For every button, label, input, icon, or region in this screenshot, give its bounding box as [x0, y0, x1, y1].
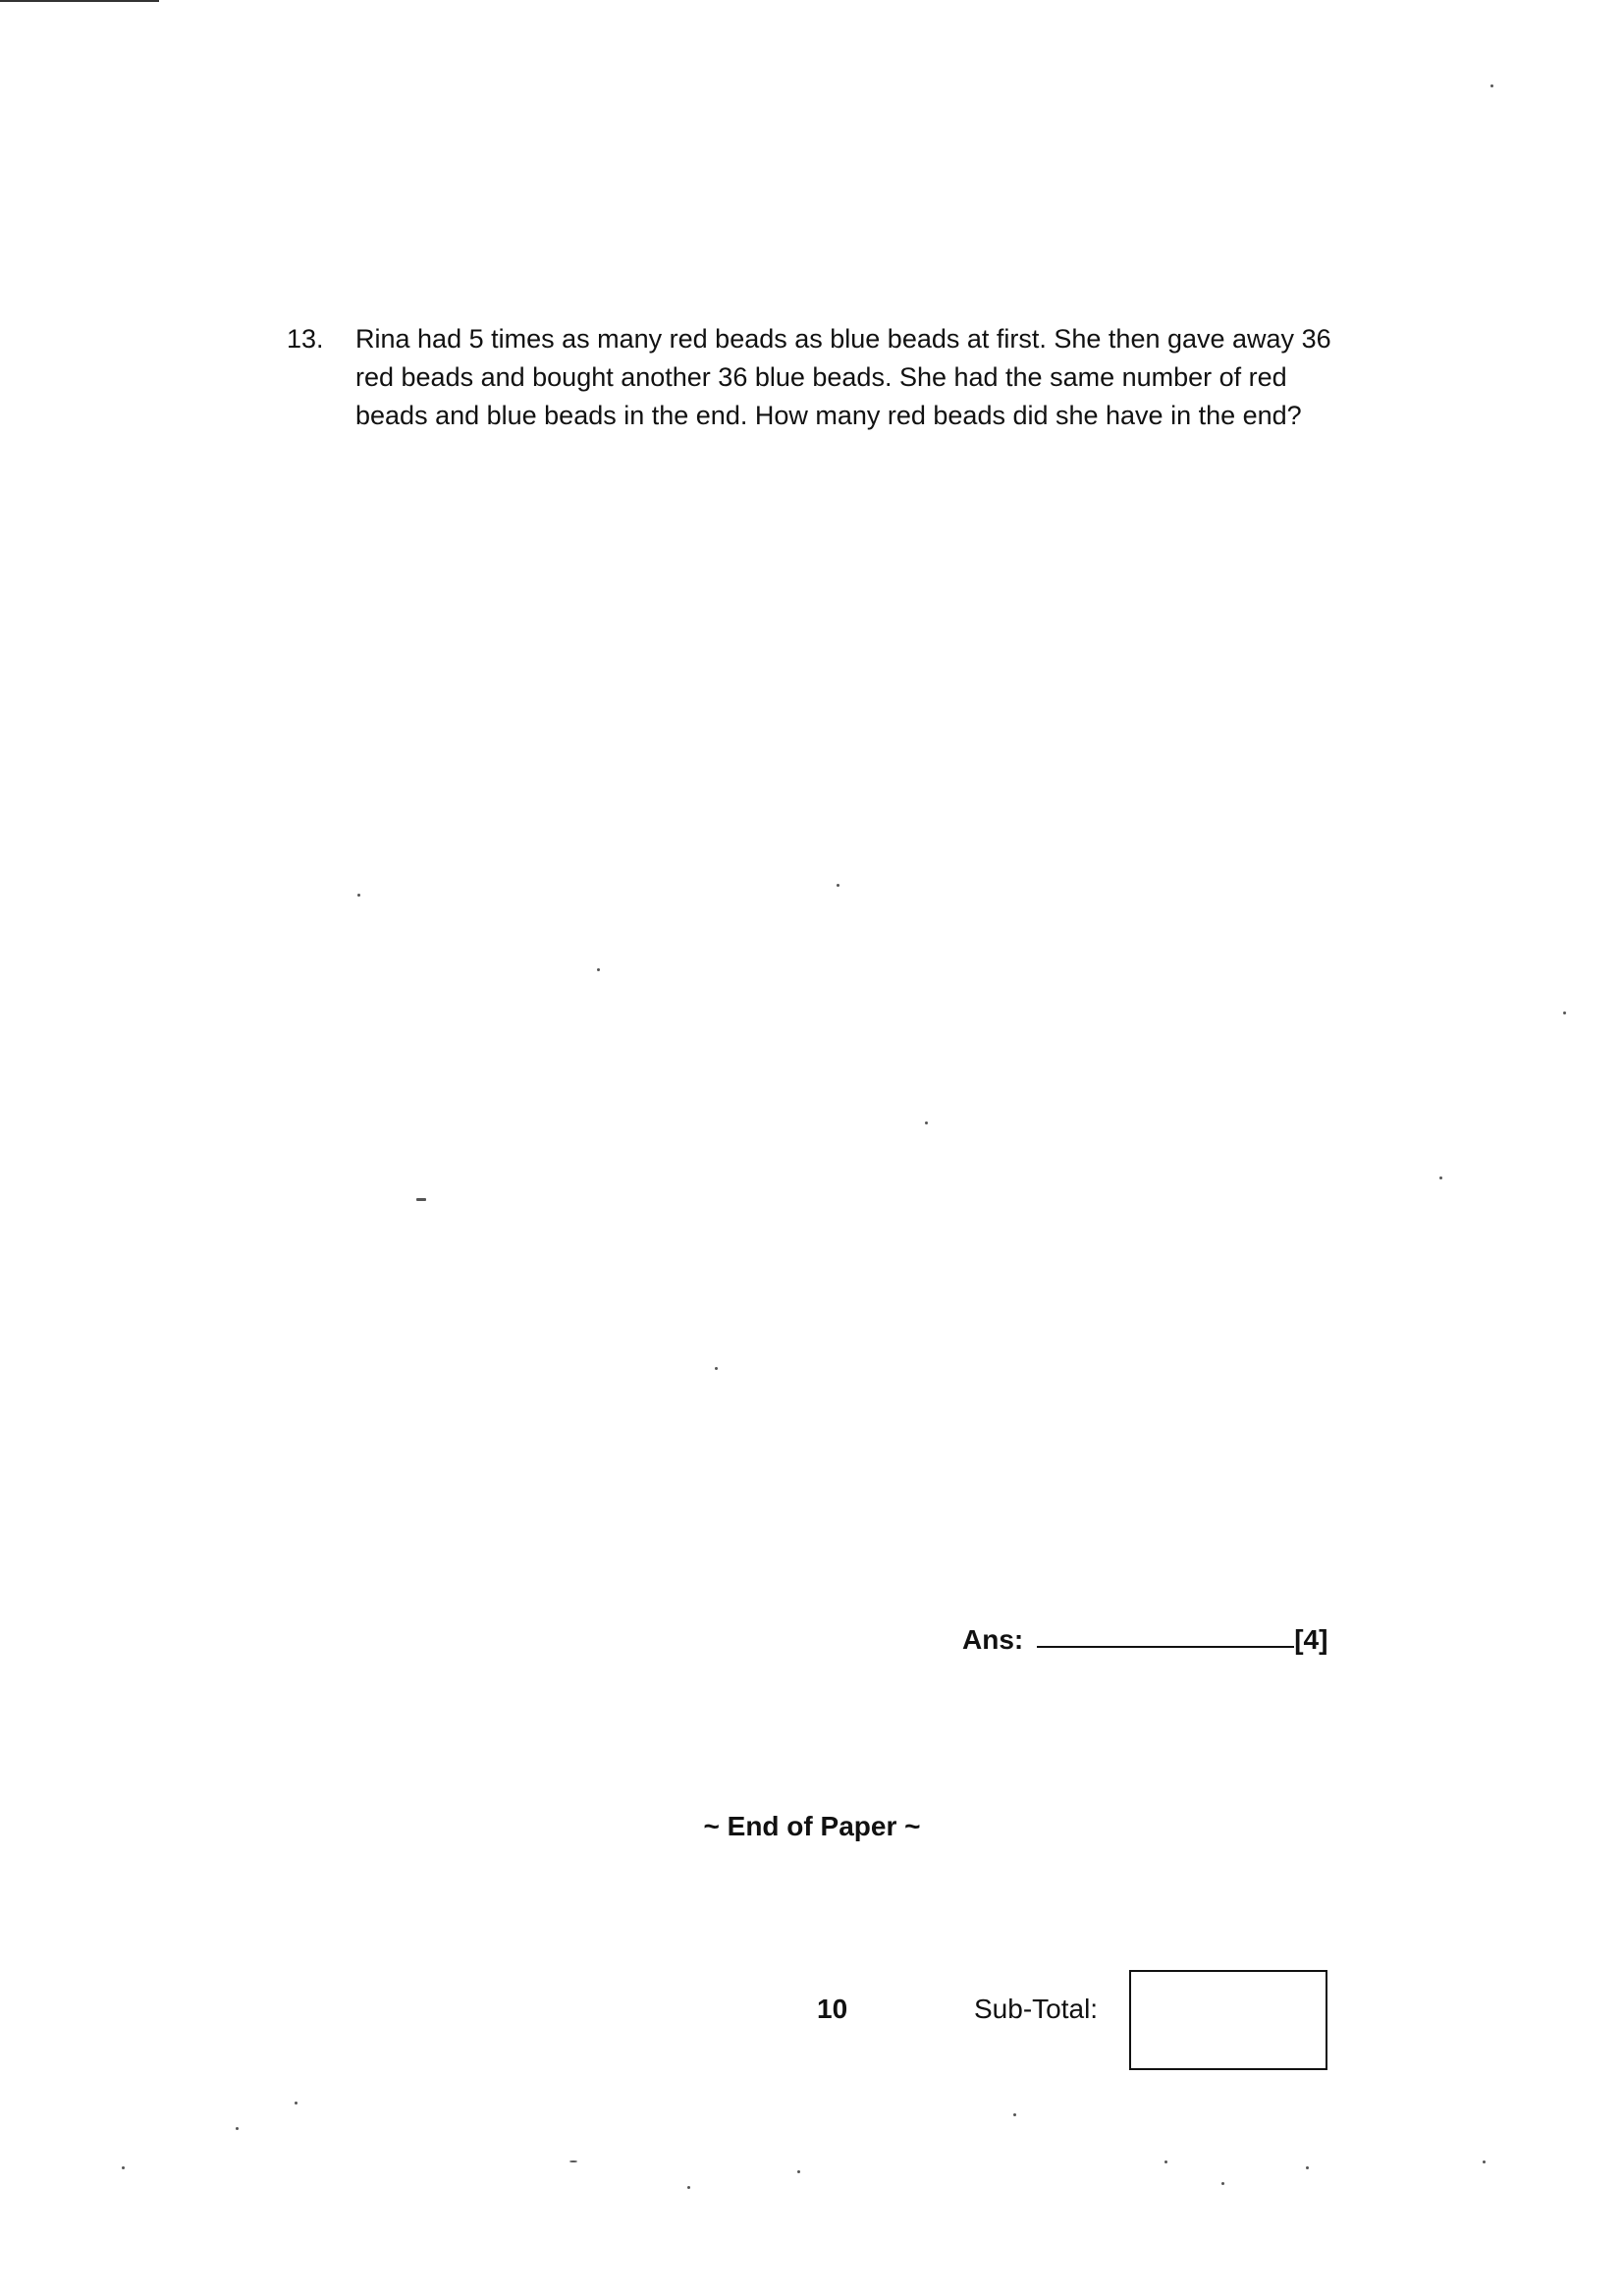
scan-speck — [687, 2186, 690, 2189]
scan-speck — [1013, 2113, 1016, 2116]
scan-speck — [1483, 2160, 1486, 2163]
scan-speck — [715, 1367, 718, 1370]
question-number: 13. — [287, 324, 324, 354]
scan-speck — [236, 2127, 239, 2130]
subtotal-label: Sub-Total: — [974, 1994, 1099, 2024]
subtotal-box[interactable] — [1129, 1970, 1327, 2070]
scan-speck — [1490, 84, 1493, 87]
top-edge-rule — [0, 0, 159, 2]
marks-badge: [4] — [1294, 1624, 1328, 1655]
answer-label: Ans: — [962, 1624, 1024, 1655]
scan-speck — [569, 2160, 577, 2162]
answer-row — [962, 1616, 1327, 1656]
page-number: 10 — [817, 1994, 848, 2024]
scan-speck — [925, 1121, 928, 1124]
scan-speck — [797, 2170, 800, 2173]
scan-speck — [416, 1198, 426, 1201]
question-text: Rina had 5 times as many red beads as blue beads at first. She then gave away 36 red beads and bought another 36 blue beads. She had the same number of red beads and blue beads in the end. How many red beads did she have in the end? — [355, 324, 1331, 430]
scan-speck — [1306, 2166, 1309, 2169]
answer-blank[interactable] — [1037, 1646, 1294, 1648]
scan-speck — [1221, 2182, 1224, 2185]
scan-speck — [122, 2166, 125, 2169]
scan-speck — [1439, 1176, 1442, 1179]
scan-speck — [597, 968, 600, 971]
scan-speck — [357, 894, 360, 897]
scan-speck — [837, 884, 839, 887]
scan-speck — [1164, 2160, 1167, 2163]
scan-speck — [295, 2102, 298, 2105]
scan-speck — [1563, 1011, 1566, 1014]
end-of-paper-text: ~ End of Paper ~ — [703, 1811, 921, 1841]
